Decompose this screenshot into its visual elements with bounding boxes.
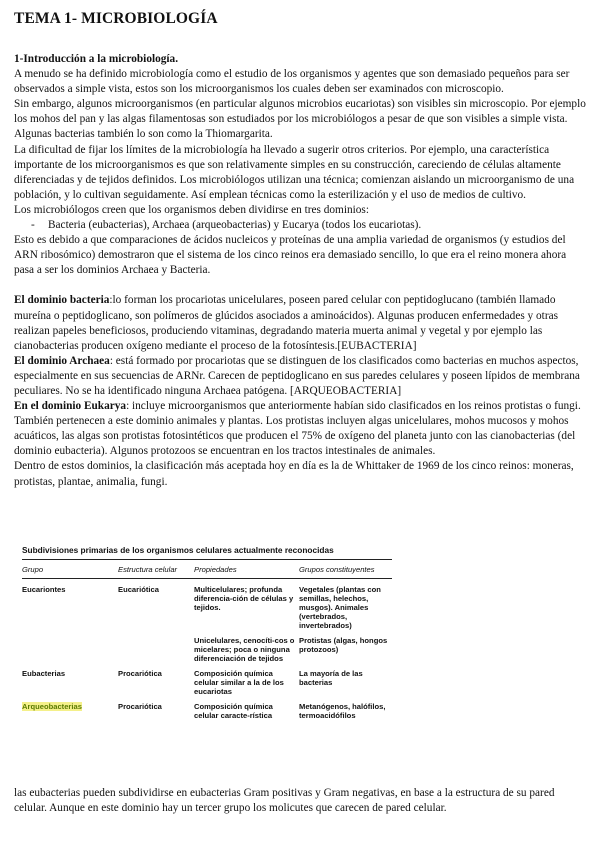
table-row	[22, 585, 392, 630]
paragraph: Sin embargo, algunos microorganismos (en particular algunos microbios eucariotas) son visibles sin microscopio. Por ejemplo los mohos del pan y las algas filamentosas son estudiados por los microbiólogos a pesar de que son visibles a simple vista. Algunas bacterias también lo son como la Thiomargarita.	[14, 98, 586, 141]
domain-label: El dominio Archaea	[14, 354, 110, 367]
table-cell: Metanógenos, halófilos, termoacidófilos	[299, 702, 386, 720]
list-item	[14, 218, 588, 233]
paragraph: A menudo se ha definido microbiología como el estudio de los organismos y agentes que son demasiado pequeños para ser observados a simple vista, estos son los microorganismos los cuales deben ser examinados con microscopio.	[14, 68, 570, 96]
table-cell: Multicelulares; profunda diferencia-ción de células y tejidos.	[194, 585, 294, 612]
table-cell: La mayoría de las bacterias	[299, 669, 363, 687]
table-cell	[22, 702, 118, 720]
closing-paragraph-block	[14, 786, 588, 816]
table-title: Subdivisiones primarias de los organismos celulares actualmente reconocidas	[22, 545, 334, 555]
column-header: Propiedades	[194, 565, 237, 574]
table-row	[22, 669, 392, 696]
table-cell	[118, 636, 194, 663]
paragraph: Esto es debido a que comparaciones de ácidos nucleicos y proteínas de una amplia variedad de organismos (y estudios del ARN ribosómico) demostraron que el sistema de los cinco reinos era demasiado sencillo, lo que era el reino monera ahora pasa a ser los dominios Archaea y Bacteria.	[14, 234, 567, 277]
column-header: Estructura celular	[118, 565, 178, 574]
document-body	[14, 52, 588, 490]
domain-eukarya	[14, 399, 588, 459]
section-title: 1-Introducción a la microbiología.	[14, 53, 179, 65]
domain-text: : está formado por procariotas que se distinguen de los clasificados como bacterias en muchos aspectos, especialmente en sus secuencias de ARNr. Carecen de peptidoglicano en sus paredes celulares y poseen lípidos de membrana peculiares. No se ha identificado ninguna Archaea patógena. [ARQUEOBACTERIA]	[14, 354, 580, 397]
paragraph: La dificultad de fijar los límites de la microbiología ha llevado a sugerir otros criterios. Por ejemplo, una característica importante de los microorganismos es que son relativamente simples en su construcción, careciendo de células altamente diferenciadas y de tejidos definidos. Los microbiólogos utilizan una técnica; comienzan aislando un microorganismo de una población, y lo cultivan seguidamente. Así emplean técnicas como la esterilización y el uso de medios de cultivo.	[14, 143, 575, 201]
domain-label: El dominio bacteria	[14, 294, 110, 307]
table-row	[22, 702, 392, 720]
highlighted-text: Arqueobacterias	[22, 702, 82, 711]
domain-text: : incluye microorganismos que anteriormente habían sido clasificados en los reinos protistas o fungi. También pertenecen a este dominio animales y plantas. Los protistas incluyen algas unicelulares, mohos mucosos y mohos acuáticos, las algas son protistas fotosintéticos que producen el 75% de oxígeno del planeta junto con las cianobacterias (del dominio eubacteria). Algunos protozoos se encuentran en los tractos intestinales de animales.	[14, 400, 581, 458]
domain-text: :lo forman los procariotas unicelulares, poseen pared celular con peptidoglucano (también llamado mureína o peptidoglicano, son polímeros de glúcidos asociados a aminoácidos). Algunas producen enfermedades y otras realizan papeles beneficiosos, produciendo vitaminas, degradando materia muerta animal y vegetal y por ejemplo las cianobacterias producen oxígeno mediante el proceso de la fotosíntesis.[EUBACTERIA]	[14, 294, 558, 352]
table-cell: Composición química celular caracte-rística	[194, 702, 273, 720]
paragraph: Dentro de estos dominios, la clasificación más aceptada hoy en día es la de Whittaker de 1969 de los cinco reinos: moneras, protistas, plantae, animalia, fungi.	[14, 460, 574, 488]
domain-bacteria	[14, 293, 588, 353]
domain-archaea	[14, 354, 588, 399]
table-cell: Procariótica	[118, 669, 162, 678]
paragraph: las eubacterias pueden subdividirse en eubacterias Gram positivas y Gram negativas, en base a la estructura de su pared celular. Aunque en este dominio hay un tercer grupo los molicutes que carecen de pared celular.	[14, 787, 555, 815]
spacer	[14, 278, 588, 293]
column-header: Grupo	[22, 565, 44, 574]
table-cell	[22, 636, 118, 663]
page-title: TEMA 1- MICROBIOLOGÍA	[14, 10, 218, 27]
table-cell: Vegetales (plantas con semillas, helechos, musgos). Animales (vertebrados, invertebrados)	[299, 585, 381, 630]
paragraph: Los microbiólogos creen que los organismos deben dividirse en tres dominios:	[14, 203, 369, 216]
table-header	[22, 560, 392, 578]
table-cell: Eucariontes	[22, 585, 66, 594]
table-cell: Unicelulares, cenocíti-cos o micelares; poca o ninguna diferenciación de tejidos	[194, 636, 295, 663]
bullet-dash: -	[31, 219, 35, 232]
domain-label: En el dominio Eukarya	[14, 400, 127, 413]
column-header: Grupos constituyentes	[299, 565, 375, 574]
table-cell: Eubacterias	[22, 669, 66, 678]
classification-table	[22, 546, 392, 720]
list-item-text: Bacteria (eubacterias), Archaea (arqueobacterias) y Eucarya (todos los eucariotas).	[48, 219, 422, 232]
table-cell: Protistas (algas, hongos protozoos)	[299, 636, 388, 654]
table-cell: Procariótica	[118, 702, 162, 711]
table-cell: Composición química celular similar a la de los eucariotas	[194, 669, 284, 696]
table-row	[22, 636, 392, 663]
table-cell: Eucariótica	[118, 585, 159, 594]
